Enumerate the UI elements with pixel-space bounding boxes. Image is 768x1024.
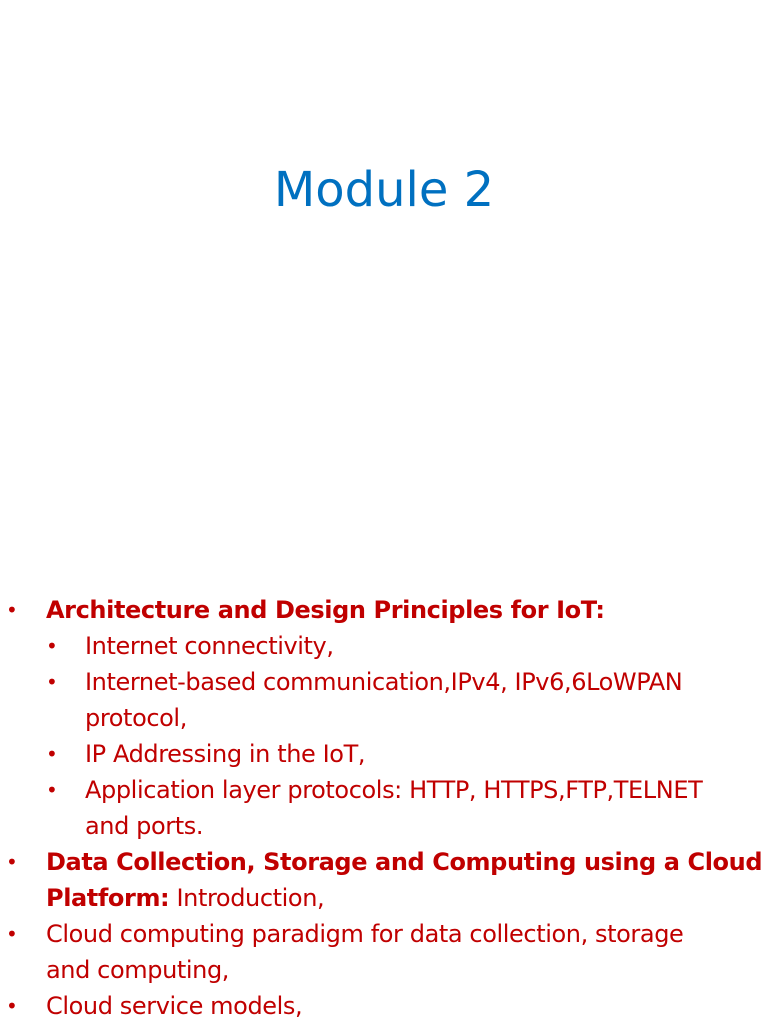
item-text: Cloud computing paradigm for data collection, storage bbox=[46, 920, 684, 948]
list-item bbox=[0, 988, 768, 1024]
item-text: Application layer protocols: HTTP, HTTPS,FTP,TELNET bbox=[85, 776, 703, 804]
list-item bbox=[0, 664, 768, 700]
list-item bbox=[0, 772, 768, 808]
bullet-icon: • bbox=[46, 670, 58, 694]
item-text: and computing, bbox=[46, 956, 230, 984]
item-heading: Architecture and Design Principles for IoT: bbox=[46, 596, 605, 624]
item-text: IP Addressing in the IoT, bbox=[85, 740, 366, 768]
bullet-icon: • bbox=[6, 598, 18, 622]
item-text: Internet connectivity, bbox=[85, 632, 334, 660]
list-item-continuation bbox=[0, 808, 768, 844]
list-item-continuation bbox=[0, 700, 768, 736]
bullet-icon: • bbox=[6, 850, 18, 874]
list-item-continuation bbox=[0, 880, 768, 916]
bullet-icon: • bbox=[46, 778, 58, 802]
item-heading: Platform: bbox=[46, 884, 170, 912]
list-item bbox=[0, 844, 768, 880]
list-item bbox=[0, 628, 768, 664]
bullet-icon: • bbox=[6, 922, 18, 946]
item-text: Internet-based communication,IPv4, IPv6,6LoWPAN bbox=[85, 668, 683, 696]
list-item-continuation bbox=[0, 952, 768, 988]
bullet-icon: • bbox=[46, 742, 58, 766]
list-item bbox=[0, 592, 768, 628]
item-text: and ports. bbox=[85, 812, 204, 840]
bullet-icon: • bbox=[46, 634, 58, 658]
list-item bbox=[0, 736, 768, 772]
item-text: protocol, bbox=[85, 704, 187, 732]
slide-title: Module 2 bbox=[273, 162, 495, 218]
bullet-list bbox=[0, 592, 768, 1024]
item-heading: Data Collection, Storage and Computing using a Cloud bbox=[46, 848, 763, 876]
bullet-icon: • bbox=[6, 994, 18, 1018]
item-text: Cloud service models, bbox=[46, 992, 303, 1020]
list-item bbox=[0, 916, 768, 952]
item-text: Introduction, bbox=[169, 884, 325, 912]
